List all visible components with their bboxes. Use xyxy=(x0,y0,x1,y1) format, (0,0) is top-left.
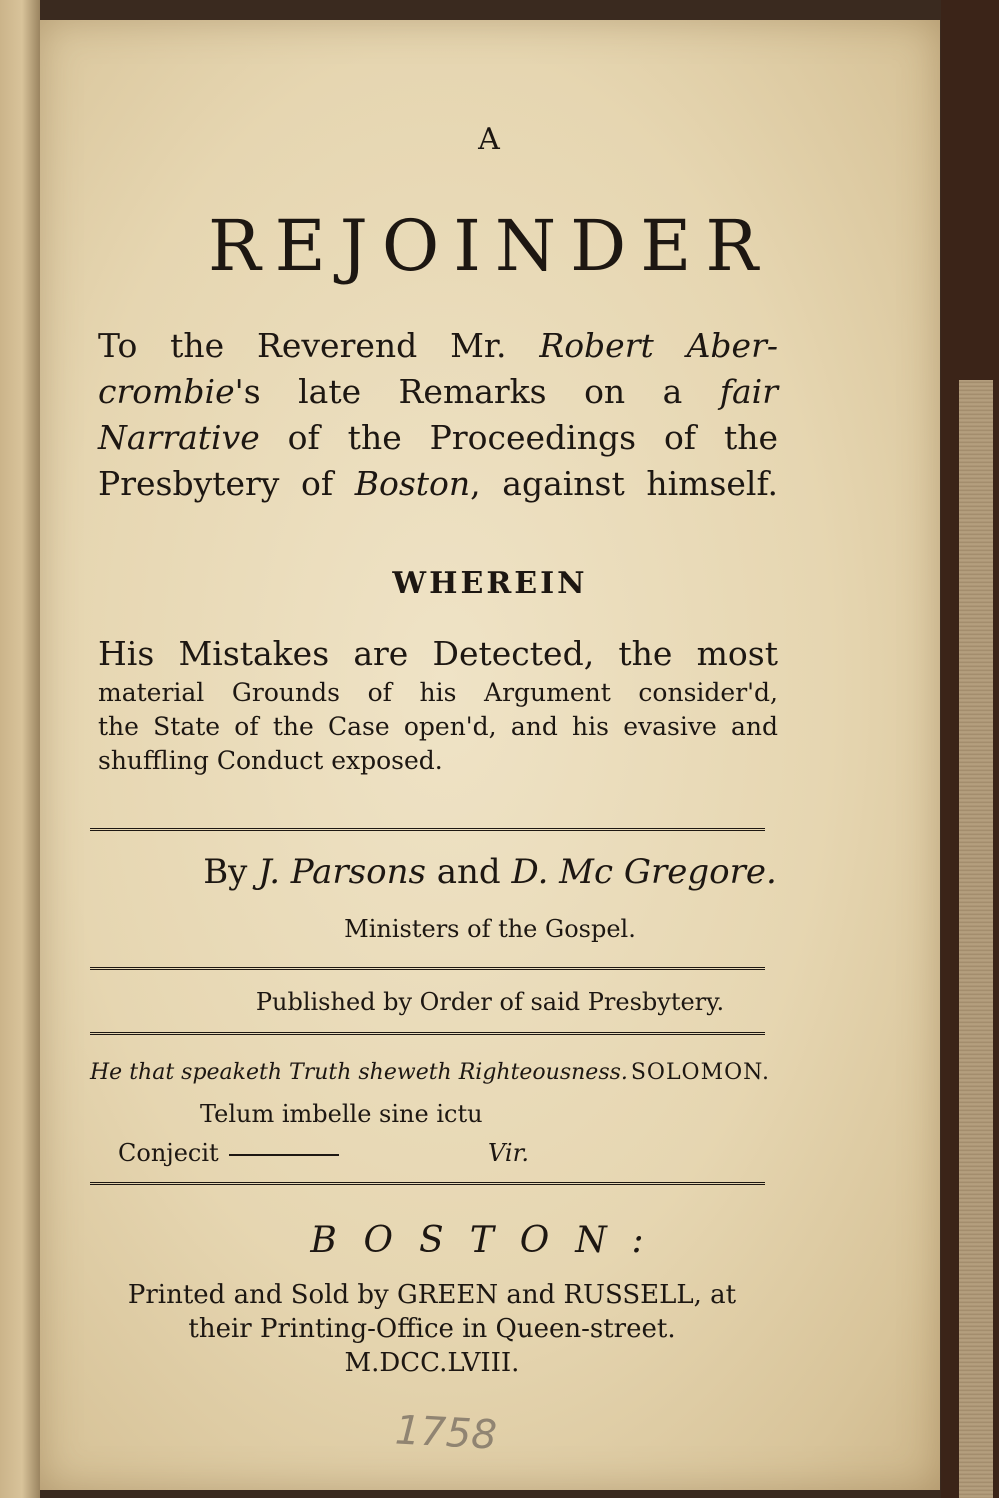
authors-line: By J. Parsons and D. Mc Gregore. xyxy=(203,852,777,892)
subtitle-line-3: Narrative of the Proceedings of the xyxy=(98,418,778,457)
subtitle-block xyxy=(98,323,778,507)
published-line: Published by Order of said Presbytery. xyxy=(255,988,725,1016)
motto-quote: He that speaketh Truth sheweth Righteousness. xyxy=(90,1060,628,1085)
subtitle-line-1: To the Reverend Mr. Robert Aber- xyxy=(98,326,778,365)
latin-line-2: Conjecit Vir. xyxy=(118,1139,530,1167)
cloth-spine xyxy=(959,380,993,1498)
divider-rule xyxy=(90,1032,765,1038)
wherein-heading: WHEREIN xyxy=(392,566,588,601)
description-line-4: shuffling Conduct exposed. xyxy=(98,746,443,775)
latin-line-end: Vir. xyxy=(488,1139,530,1167)
description-line-2: material Grounds of his Argument consider'd, xyxy=(98,678,778,707)
handwritten-year: 1758 xyxy=(393,1407,498,1459)
imprint-date: M.DCC.LVIII. xyxy=(344,1348,520,1378)
imprint-line-2: their Printing-Office in Queen-street. xyxy=(188,1314,676,1344)
description-line-3: the State of the Case open'd, and his evasive and xyxy=(98,712,778,741)
heading-a: A xyxy=(478,122,502,157)
description-line-1: His Mistakes are Detected, the most xyxy=(98,634,778,673)
imprint-block xyxy=(92,1278,772,1380)
ministers-line: Ministers of the Gospel. xyxy=(344,915,636,943)
divider-rule xyxy=(90,1182,765,1188)
subtitle-line-4: Presbytery of Boston, against himself. xyxy=(98,464,779,503)
subtitle-line-2: crombie's late Remarks on a fair xyxy=(98,372,778,411)
divider-rule xyxy=(90,828,765,834)
latin-line-1: Telum imbelle sine ictu xyxy=(200,1100,483,1128)
left-binding-edge xyxy=(0,0,40,1498)
main-title: REJOINDER xyxy=(207,205,773,287)
imprint-line-1: Printed and Sold by GREEN and RUSSELL, at xyxy=(127,1280,737,1310)
imprint-city: BOSTON: xyxy=(310,1220,670,1261)
description-block xyxy=(98,632,778,778)
divider-rule xyxy=(90,967,765,973)
motto-line xyxy=(90,1060,770,1085)
motto-source: SOLOMON. xyxy=(630,1060,770,1085)
title-page xyxy=(40,20,940,1490)
